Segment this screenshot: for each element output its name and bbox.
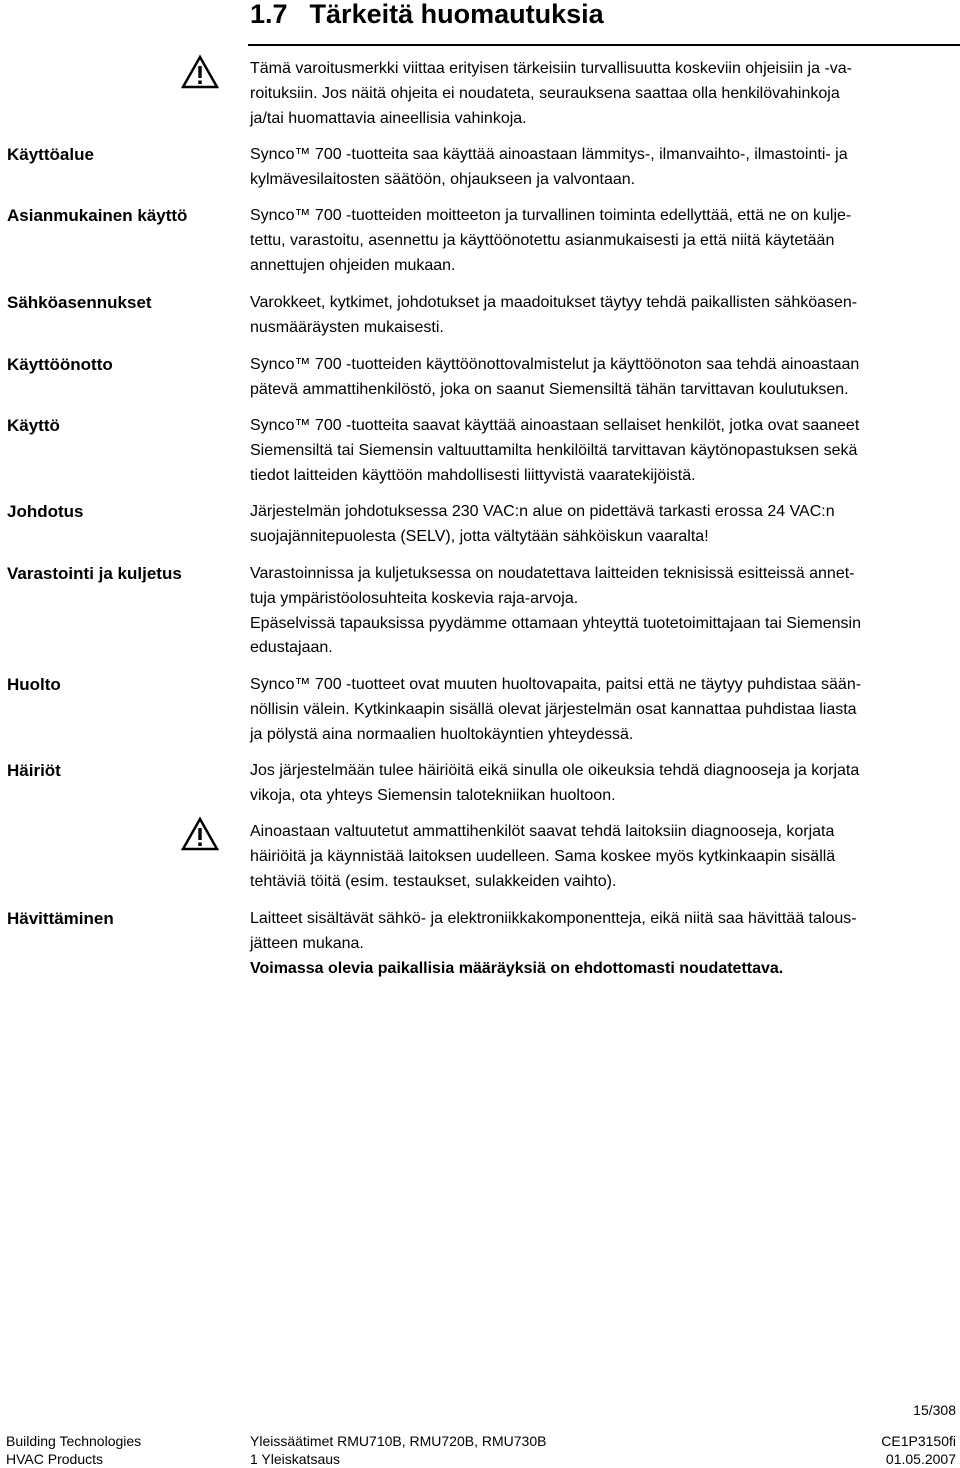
sidebar-label-huolto: Huolto [7,675,61,694]
sidebar-label-johdotus: Johdotus [7,502,84,521]
paragraph-line: kylmävesilaitosten säätöön, ohjaukseen ja valvontaan. [250,170,636,188]
paragraph-line: nöllisin välein. Kytkinkaapin sisällä olevat järjestelmän osat kannattaa puhdistaa liasta [250,700,857,718]
page-number: 15/308 [913,1402,956,1418]
paragraph-line: annettujen ohjeiden mukaan. [250,256,456,274]
paragraph-line: tettu, varastoitu, asennettu ja käyttöönotettu asianmukaisesti ja että niitä käytetään [250,231,835,249]
footer-doc-title: Yleissäätimet RMU710B, RMU720B, RMU730B [250,1433,547,1449]
section-heading [250,0,604,34]
footer-date: 01.05.2007 [885,1451,956,1467]
sidebar-label-asianmukainen: Asianmukainen käyttö [7,206,188,225]
paragraph-line: nusmääräysten mukaisesti. [250,318,444,336]
warning-triangle-icon [180,54,220,90]
paragraph-line: Järjestelmän johdotuksessa 230 VAC:n alue on pidettävä tarkasti erossa 24 VAC:n [250,503,835,520]
paragraph-line: Siemensiltä tai Siemensin valtuuttamilta henkilöiltä tarvittavan käytönopastuksen sekä [250,441,858,459]
paragraph-line: ja/tai huomattavia aineellisia vahinkoja. [250,109,527,127]
footer-chapter: 1 Yleiskatsaus [250,1451,341,1467]
paragraph-line: häiriöitä ja käynnistää laitoksen uudelleen. Sama koskee myös kytkinkaapin sisällä [250,847,836,865]
paragraph-line: Laitteet sisältävät sähkö- ja elektroniikkakomponentteja, eikä niitä saa hävittää talous- [250,910,857,927]
paragraph-line: Ainoastaan valtuutetut ammattihenkilöt saavat tehdä laitoksiin diagnooseja, korjata [250,823,835,840]
varastointi-paragraph [250,562,950,661]
section-number: 1.7 [250,0,288,29]
hairiot-warning-paragraph [250,820,950,894]
sidebar-label-varastointi: Varastointi ja kuljetus [7,564,182,583]
johdotus-paragraph [250,500,950,550]
paragraph-line: Tämä varoitusmerkki viittaa erityisen tärkeisiin turvallisuutta koskeviin ohjeisiin ja -va- [250,60,852,77]
paragraph-line: edustajaan. [250,639,333,657]
sidebar-label-kaytto: Käyttö [7,416,60,435]
kayttoonotto-paragraph [250,353,950,403]
heading-rule [248,44,960,46]
footer-doc-id: CE1P3150fi [881,1433,956,1449]
paragraph-line: roituksiin. Jos näitä ohjeita ei noudateta, seurauksena saattaa olla henkilövahinkoja [250,84,840,102]
sidebar-label-kayttoonotto: Käyttöönotto [7,355,113,374]
warning-intro-paragraph [250,57,950,131]
asianmukainen-paragraph [250,204,950,278]
paragraph-line-bold: Voimassa olevia paikallisia määräyksiä on ehdottomasti noudatettava. [250,959,784,977]
paragraph-line: ja pölystä aina normaalien huoltokäyntien yhteydessä. [250,725,634,743]
paragraph-line: suojajännitepuolesta (SELV), jotta vältytään sähköiskun vaaralta! [250,527,709,545]
paragraph-line: tehtäviä töitä (esim. testaukset, sulakkeiden vaihto). [250,872,617,890]
sidebar-label-havittaminen: Hävittäminen [7,909,114,928]
paragraph-line: Varastoinnissa ja kuljetuksessa on noudatettava laitteiden teknisissä esitteissä annet- [250,565,855,582]
paragraph-line: Jos järjestelmään tulee häiriöitä eikä sinulla ole oikeuksia tehdä diagnooseja ja korjata [250,762,860,779]
sahkoasennukset-paragraph [250,291,950,341]
paragraph-line: pätevä ammattihenkilöstö, joka on saanut Siemensiltä tähän tarvittavan koulutuksen. [250,380,849,398]
kayttoalue-paragraph [250,143,950,193]
havittaminen-paragraph [250,907,950,981]
warning-triangle-icon [180,816,220,852]
paragraph-line: vikoja, ota yhteys Siemensin talotekniikan huoltoon. [250,786,616,804]
paragraph-line: Synco™ 700 -tuotteiden moitteeton ja turvallinen toiminta edellyttää, että ne on kulje- [250,207,852,224]
kaytto-paragraph [250,414,950,488]
paragraph-line: Epäselvissä tapauksissa pyydämme ottamaan yhteyttä tuotetoimittajaan tai Siemensin [250,614,861,632]
paragraph-line: Synco™ 700 -tuotteita saa käyttää ainoastaan lämmitys-, ilmanvaihto-, ilmastointi- ja [250,146,848,163]
footer-company: Building Technologies [6,1433,142,1449]
paragraph-line: tuja ympäristöolosuhteita koskevia raja-arvoja. [250,589,579,607]
huolto-paragraph [250,673,950,747]
paragraph-line: Varokkeet, kytkimet, johdotukset ja maadoitukset täytyy tehdä paikallisten sähköasen- [250,294,858,311]
paragraph-line: Synco™ 700 -tuotteiden käyttöönottovalmistelut ja käyttöönoton saa tehdä ainoastaan [250,356,860,373]
sidebar-label-kayttoalue: Käyttöalue [7,145,94,164]
footer-division: HVAC Products [6,1451,103,1467]
sidebar-label-sahkoasennukset: Sähköasennukset [7,293,152,312]
section-title: Tärkeitä huomautuksia [309,0,604,29]
sidebar-label-hairiot: Häiriöt [7,761,61,780]
paragraph-line: tiedot laitteiden käyttöön mahdollisesti liittyvistä vaaratekijöistä. [250,466,696,484]
paragraph-line: jätteen mukana. [250,934,364,952]
hairiot-paragraph [250,759,950,809]
paragraph-line: Synco™ 700 -tuotteet ovat muuten huoltovapaita, paitsi että ne täytyy puhdistaa sään- [250,676,862,693]
paragraph-line: Synco™ 700 -tuotteita saavat käyttää ainoastaan sellaiset henkilöt, jotka ovat saaneet [250,417,860,434]
